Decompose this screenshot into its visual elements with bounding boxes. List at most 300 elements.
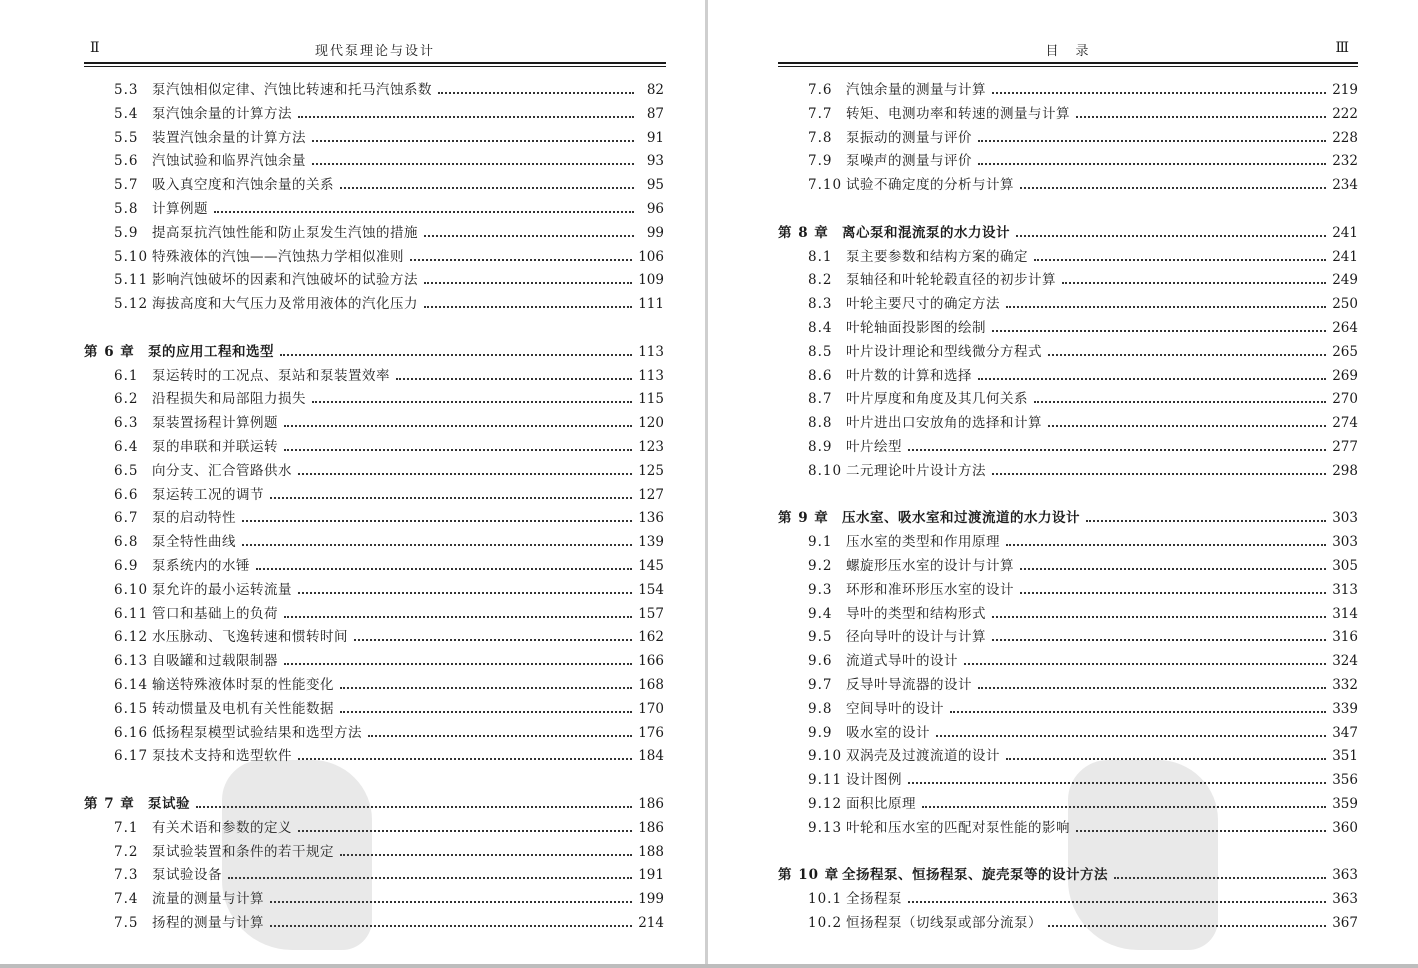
entry-number: 6.3 [114, 415, 139, 432]
entry-number: 6.13 [114, 653, 149, 670]
toc-section-entry [84, 552, 664, 574]
entry-page-number: 186 [638, 796, 664, 812]
entry-page-number: 95 [646, 177, 664, 194]
entry-number: 第 6 章 [84, 343, 135, 360]
entry-title: 有关术语和参数的定义 [152, 819, 292, 836]
dot-leader [270, 496, 632, 499]
toc-section-entry [778, 600, 1358, 622]
entry-page-number: 111 [638, 296, 664, 313]
entry-page-number: 264 [1332, 320, 1358, 336]
entry-title: 沿程损失和局部阻力损失 [152, 391, 306, 408]
entry-page-number: 168 [638, 677, 664, 693]
entry-page-number: 106 [638, 248, 664, 265]
entry-title: 反导叶导流器的设计 [846, 677, 972, 693]
entry-title: 汽蚀余量的测量与计算 [846, 82, 986, 98]
entry-page-number: 87 [646, 105, 664, 122]
entry-number: 6.12 [114, 629, 149, 646]
entry-title: 叶轮和压水室的匹配对泵性能的影响 [846, 819, 1070, 836]
dot-leader [908, 448, 1326, 451]
toc-section-entry [778, 695, 1358, 717]
entry-number: 6.5 [114, 462, 139, 479]
entry-title: 叶片厚度和角度及其几何关系 [846, 391, 1028, 408]
entry-page-number: 298 [1332, 462, 1358, 479]
entry-number: 7.7 [808, 105, 833, 122]
entry-title: 泵汽蚀余量的计算方法 [152, 105, 292, 122]
dot-leader [1020, 591, 1326, 594]
entry-page-number: 249 [1332, 272, 1358, 289]
entry-title: 转矩、电测功率和转速的测量与计算 [846, 105, 1070, 122]
entry-number: 7.2 [114, 843, 139, 860]
dot-leader [280, 353, 632, 356]
entry-number: 6.2 [114, 391, 139, 408]
toc-section-entry [778, 671, 1358, 693]
entry-title: 泵系统内的水锤 [152, 558, 250, 574]
toc-section-entry [778, 362, 1358, 384]
entry-number: 6.16 [114, 724, 149, 741]
entry-number: 8.5 [808, 343, 833, 360]
entry-title: 叶轮主要尺寸的确定方法 [846, 296, 1000, 313]
entry-title: 叶片设计理论和型线微分方程式 [846, 343, 1042, 360]
entry-number: 6.4 [114, 439, 139, 455]
dot-leader [284, 615, 632, 618]
dot-leader [284, 448, 632, 451]
dot-leader [340, 710, 632, 713]
dot-leader [340, 186, 634, 189]
entry-title: 离心泵和混流泵的水力设计 [842, 224, 1010, 241]
entry-title: 泵运转工况的调节 [152, 486, 264, 503]
entry-title: 双涡壳及过渡流道的设计 [846, 748, 1000, 765]
dot-leader [284, 424, 632, 427]
dot-leader [978, 139, 1326, 142]
entry-title: 影响汽蚀破坏的因素和汽蚀破坏的试验方法 [152, 272, 418, 289]
dot-leader [298, 115, 634, 118]
entry-page-number: 188 [638, 843, 664, 860]
header-rule [84, 62, 666, 64]
entry-page-number: 313 [1332, 581, 1358, 598]
entry-page-number: 228 [1332, 129, 1358, 146]
toc-section-entry [778, 76, 1358, 98]
toc-section-entry [84, 838, 664, 860]
dot-leader [1016, 234, 1326, 237]
entry-number: 5.3 [114, 82, 139, 98]
dot-leader [424, 234, 634, 237]
entry-title: 吸入真空度和汽蚀余量的关系 [152, 177, 334, 194]
toc-section-entry [778, 100, 1358, 122]
dot-leader [298, 591, 632, 594]
entry-number: 7.4 [114, 891, 139, 908]
entry-number: 5.8 [114, 201, 139, 217]
page-number: Ⅱ [90, 40, 101, 56]
entry-title: 泵试验装置和条件的若干规定 [152, 843, 334, 860]
dot-leader [964, 662, 1326, 665]
entry-page-number: 184 [638, 748, 664, 765]
entry-page-number: 303 [1332, 534, 1358, 551]
dot-leader [424, 305, 632, 308]
entry-page-number: 360 [1332, 819, 1358, 836]
dot-leader [978, 162, 1326, 165]
entry-page-number: 127 [638, 486, 664, 503]
toc-section-entry [84, 171, 664, 193]
entry-title: 流道式导叶的设计 [846, 653, 958, 670]
entry-page-number: 250 [1332, 296, 1358, 313]
entry-number: 7.10 [808, 177, 843, 194]
entry-page-number: 270 [1332, 391, 1358, 408]
entry-number: 8.4 [808, 320, 833, 336]
dot-leader [298, 472, 632, 475]
entry-title: 海拔高度和大气压力及常用液体的汽化压力 [152, 296, 418, 313]
toc-section-entry [778, 266, 1358, 288]
toc-chapter-entry [84, 338, 664, 360]
entry-number: 6.15 [114, 700, 149, 717]
entry-title: 叶片绘型 [846, 439, 902, 455]
entry-number: 9.5 [808, 629, 833, 646]
dot-leader [1034, 400, 1326, 403]
entry-page-number: 157 [638, 605, 664, 622]
entry-title: 管口和基础上的负荷 [152, 605, 278, 622]
entry-number: 9.1 [808, 534, 833, 551]
entry-page-number: 363 [1332, 891, 1358, 908]
entry-title: 泵允许的最小运转流量 [152, 581, 292, 598]
dot-leader [1062, 281, 1326, 284]
entry-number: 5.10 [114, 248, 149, 265]
dot-leader [410, 258, 632, 261]
watermark-seal [1068, 760, 1218, 950]
toc-section-entry [84, 290, 664, 312]
entry-title: 泵运转时的工况点、泵站和泵装置效率 [152, 367, 390, 384]
toc-section-entry [84, 457, 664, 479]
entry-page-number: 332 [1332, 677, 1358, 693]
toc-section-entry [778, 243, 1358, 265]
toc-section-entry [778, 647, 1358, 669]
entry-page-number: 115 [638, 391, 664, 408]
toc-section-entry [84, 647, 664, 669]
entry-title: 面积比原理 [846, 796, 916, 812]
toc-section-entry [84, 362, 664, 384]
dot-leader [1048, 424, 1326, 427]
entry-page-number: 303 [1332, 510, 1358, 527]
toc-section-entry [84, 385, 664, 407]
entry-number: 第 9 章 [778, 510, 829, 527]
entry-page-number: 113 [638, 367, 664, 384]
entry-page-number: 113 [638, 343, 664, 360]
dot-leader [1006, 543, 1326, 546]
dot-leader [312, 162, 634, 165]
dot-leader [396, 377, 632, 380]
entry-title: 叶片数的计算和选择 [846, 367, 972, 384]
entry-number: 第 10 章 [778, 867, 840, 884]
entry-page-number: 277 [1332, 439, 1358, 455]
dot-leader [992, 329, 1326, 332]
dot-leader [992, 615, 1326, 618]
entry-number: 6.11 [114, 605, 149, 622]
header-rule [778, 62, 1358, 64]
entry-title: 叶轮轴面投影图的绘制 [846, 320, 986, 336]
entry-title: 提高泵抗汽蚀性能和防止泵发生汽蚀的措施 [152, 224, 418, 241]
entry-number: 9.8 [808, 700, 833, 717]
dot-leader [368, 734, 632, 737]
entry-page-number: 109 [638, 272, 664, 289]
dot-leader [298, 757, 632, 760]
entry-page-number: 166 [638, 653, 664, 670]
entry-title: 全扬程泵 [846, 891, 902, 908]
toc-section-entry [84, 861, 664, 883]
entry-page-number: 176 [638, 724, 664, 741]
entry-page-number: 120 [638, 415, 664, 432]
toc-section-entry [778, 290, 1358, 312]
entry-title: 导叶的类型和结构形式 [846, 605, 986, 622]
toc-section-entry [84, 124, 664, 146]
entry-page-number: 234 [1332, 177, 1358, 194]
dot-leader [340, 853, 632, 856]
toc-section-entry [84, 266, 664, 288]
entry-number: 8.8 [808, 415, 833, 432]
entry-page-number: 222 [1332, 105, 1358, 122]
entry-page-number: 199 [638, 891, 664, 908]
dot-leader [256, 567, 632, 570]
running-title: 目 录 [1045, 44, 1091, 59]
entry-title: 径向导叶的设计与计算 [846, 629, 986, 646]
entry-title: 空间导叶的设计 [846, 700, 944, 717]
entry-page-number: 214 [638, 915, 664, 931]
toc-section-entry [84, 481, 664, 503]
dot-leader [340, 686, 632, 689]
entry-title: 泵振动的测量与评价 [846, 129, 972, 146]
entry-number: 8.10 [808, 462, 843, 479]
entry-page-number: 314 [1332, 605, 1358, 622]
entry-number: 10.2 [808, 915, 843, 931]
entry-page-number: 347 [1332, 724, 1358, 741]
entry-number: 5.9 [114, 224, 139, 241]
entry-number: 6.6 [114, 486, 139, 503]
entry-title: 泵全特性曲线 [152, 534, 236, 551]
toc-section-entry [778, 909, 1358, 931]
entry-title: 流量的测量与计算 [152, 891, 264, 908]
entry-title: 泵的串联和并联运转 [152, 439, 278, 455]
toc-section-entry [84, 409, 664, 431]
entry-number: 5.5 [114, 129, 139, 146]
entry-page-number: 363 [1332, 867, 1358, 884]
running-title: 现代泵理论与设计 [314, 44, 435, 59]
entry-number: 8.9 [808, 439, 833, 455]
entry-title: 扬程的测量与计算 [152, 915, 264, 931]
entry-page-number: 316 [1332, 629, 1358, 646]
dot-leader [1048, 353, 1326, 356]
entry-title: 吸水室的设计 [846, 724, 930, 741]
toc-section-entry [778, 766, 1358, 788]
dot-leader [936, 734, 1326, 737]
entry-title: 泵装置扬程计算例题 [152, 415, 278, 432]
entry-title: 泵试验 [148, 796, 190, 812]
entry-number: 5.4 [114, 105, 139, 122]
entry-page-number: 269 [1332, 367, 1358, 384]
entry-title: 输送特殊液体时泵的性能变化 [152, 677, 334, 693]
toc-section-entry [778, 742, 1358, 764]
dot-leader [1006, 305, 1326, 308]
entry-number: 7.3 [114, 867, 139, 884]
toc-section-entry [84, 695, 664, 717]
entry-number: 6.17 [114, 748, 149, 765]
entry-page-number: 339 [1332, 700, 1358, 717]
dot-leader [438, 91, 634, 94]
entry-number: 7.5 [114, 915, 139, 931]
toc-section-entry [778, 314, 1358, 336]
entry-page-number: 93 [646, 153, 664, 170]
entry-number: 9.10 [808, 748, 843, 765]
entry-title: 泵试验设备 [152, 867, 222, 884]
page-header [778, 36, 1358, 60]
dot-leader [1020, 567, 1326, 570]
entry-title: 螺旋形压水室的设计与计算 [846, 558, 1014, 574]
entry-page-number: 367 [1332, 915, 1358, 931]
entry-number: 7.1 [114, 819, 139, 836]
entry-title: 泵主要参数和结构方案的确定 [846, 248, 1028, 265]
toc-section-entry [778, 124, 1358, 146]
entry-page-number: 154 [638, 581, 664, 598]
dot-leader [1086, 519, 1326, 522]
dot-leader [242, 519, 632, 522]
entry-page-number: 186 [638, 819, 664, 836]
entry-page-number: 359 [1332, 796, 1358, 812]
toc-section-entry [84, 528, 664, 550]
entry-title: 汽蚀试验和临界汽蚀余量 [152, 153, 306, 170]
entry-number: 6.14 [114, 677, 149, 693]
entry-number: 5.7 [114, 177, 139, 194]
toc-section-entry [84, 243, 664, 265]
toc-section-entry [778, 528, 1358, 550]
entry-title: 自吸罐和过载限制器 [152, 653, 278, 670]
entry-number: 8.1 [808, 248, 833, 265]
entry-number: 8.7 [808, 391, 833, 408]
entry-page-number: 162 [638, 629, 664, 646]
entry-number: 7.6 [808, 82, 833, 98]
toc-section-entry [778, 385, 1358, 407]
entry-page-number: 136 [638, 510, 664, 527]
bottom-edge [0, 964, 1418, 968]
toc-section-entry [84, 433, 664, 455]
entry-number: 7.9 [808, 153, 833, 170]
toc-section-entry [778, 433, 1358, 455]
dot-leader [992, 472, 1326, 475]
entry-number: 7.8 [808, 129, 833, 146]
toc-chapter-entry [778, 219, 1358, 241]
toc-section-entry [84, 76, 664, 98]
toc-section-entry [84, 576, 664, 598]
entry-page-number: 265 [1332, 343, 1358, 360]
entry-title: 泵轴径和叶轮轮毂直径的初步计算 [846, 272, 1056, 289]
entry-number: 第 7 章 [84, 796, 135, 812]
entry-number: 6.10 [114, 581, 149, 598]
toc-section-entry [84, 100, 664, 122]
entry-number: 5.12 [114, 296, 149, 313]
entry-title: 泵技术支持和选型软件 [152, 748, 292, 765]
toc-section-entry [778, 623, 1358, 645]
entry-title: 试验不确定度的分析与计算 [846, 177, 1014, 194]
entry-title: 全扬程泵、恒扬程泵、旋壳泵等的设计方法 [842, 867, 1108, 884]
entry-number: 5.11 [114, 272, 149, 289]
left-page [0, 0, 706, 968]
entry-number: 5.6 [114, 153, 139, 170]
toc-chapter-entry [778, 504, 1358, 526]
entry-page-number: 241 [1332, 248, 1358, 265]
entry-page-number: 139 [638, 534, 664, 551]
toc-section-entry [778, 719, 1358, 741]
entry-page-number: 219 [1332, 82, 1358, 98]
entry-title: 装置汽蚀余量的计算方法 [152, 129, 306, 146]
toc-section-entry [778, 147, 1358, 169]
entry-page-number: 99 [646, 224, 664, 241]
dot-leader [354, 638, 632, 641]
toc-section-entry [84, 909, 664, 931]
entry-title: 设计图例 [846, 772, 902, 789]
entry-title: 压水室的类型和作用原理 [846, 534, 1000, 551]
dot-leader [214, 210, 634, 213]
toc-section-entry [84, 719, 664, 741]
dot-leader [978, 377, 1326, 380]
entry-number: 8.3 [808, 296, 833, 313]
entry-number: 6.1 [114, 367, 139, 384]
toc-section-entry [84, 504, 664, 526]
toc-section-entry [84, 195, 664, 217]
entry-number: 9.2 [808, 558, 833, 574]
page-number: Ⅲ [1335, 40, 1350, 56]
entry-page-number: 356 [1332, 772, 1358, 789]
right-page [708, 0, 1418, 968]
toc-chapter-entry [84, 790, 664, 812]
entry-number: 6.9 [114, 558, 139, 574]
toc-section-entry [84, 623, 664, 645]
toc-section-entry [84, 147, 664, 169]
entry-page-number: 324 [1332, 653, 1358, 670]
toc-section-entry [778, 457, 1358, 479]
entry-title: 向分支、汇合管路供水 [152, 462, 292, 479]
entry-number: 9.6 [808, 653, 833, 670]
entry-number: 9.4 [808, 605, 833, 622]
dot-leader [1034, 258, 1326, 261]
toc-section-entry [778, 552, 1358, 574]
entry-page-number: 241 [1332, 224, 1358, 241]
entry-number: 9.11 [808, 772, 843, 789]
entry-title: 水压脉动、飞逸转速和惯转时间 [152, 629, 348, 646]
entry-title: 叶片进出口安放角的选择和计算 [846, 415, 1042, 432]
entry-page-number: 82 [646, 82, 664, 98]
entry-title: 恒扬程泵（切线泵或部分流泵） [846, 915, 1042, 931]
entry-title: 计算例题 [152, 201, 208, 217]
toc-section-entry [84, 671, 664, 693]
entry-title: 特殊液体的汽蚀——汽蚀热力学相似准则 [152, 248, 404, 265]
toc-section-entry [84, 885, 664, 907]
dot-leader [312, 400, 632, 403]
entry-page-number: 170 [638, 700, 664, 717]
toc-section-entry [84, 742, 664, 764]
entry-number: 9.3 [808, 581, 833, 598]
dot-leader [242, 543, 632, 546]
entry-page-number: 96 [646, 201, 664, 217]
entry-number: 10.1 [808, 891, 843, 908]
entry-number: 9.12 [808, 796, 843, 812]
toc-section-entry [778, 338, 1358, 360]
entry-title: 低扬程泵模型试验结果和选型方法 [152, 724, 362, 741]
entry-page-number: 274 [1332, 415, 1358, 432]
entry-title: 环形和准环形压水室的设计 [846, 581, 1014, 598]
toc-section-entry [778, 409, 1358, 431]
entry-title: 转动惯量及电机有关性能数据 [152, 700, 334, 717]
toc-section-entry [84, 219, 664, 241]
entry-number: 9.7 [808, 677, 833, 693]
entry-page-number: 125 [638, 462, 664, 479]
entry-title: 泵的应用工程和选型 [148, 343, 274, 360]
dot-leader [950, 710, 1326, 713]
entry-number: 8.2 [808, 272, 833, 289]
